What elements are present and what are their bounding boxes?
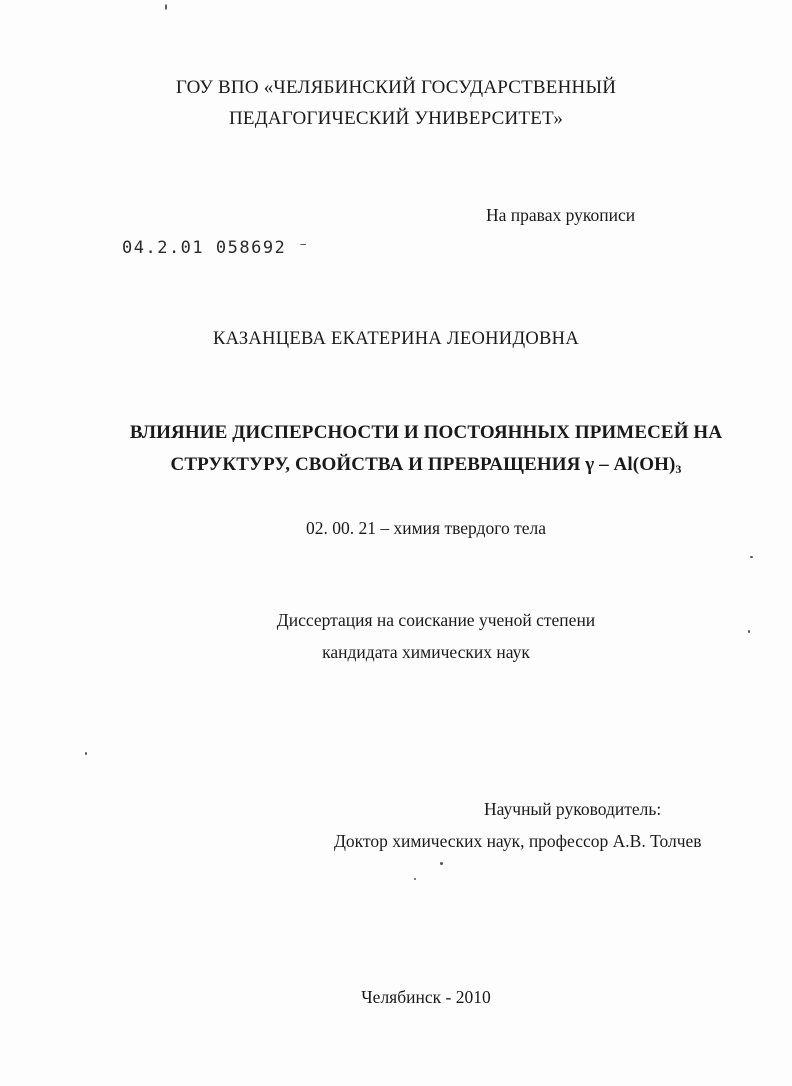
registration-stamp: 04.2.01 058692 ⁻ <box>122 238 310 258</box>
supervisor-label: Научный руководитель: <box>484 799 662 819</box>
supervisor-name: Доктор химических наук, профессор А.В. Толчев <box>334 831 702 851</box>
scan-speck <box>748 630 750 633</box>
degree-line-2: кандидата химических наук <box>322 642 530 662</box>
scan-speck <box>165 4 167 10</box>
dissertation-title-line-2-text: СТРУКТУРУ, СВОЙСТВА И ПРЕВРАЩЕНИЯ γ – Al(OH) <box>170 454 676 475</box>
scan-speck <box>750 556 753 558</box>
dissertation-title-subscript: 3 <box>675 462 682 476</box>
university-name-line-1: ГОУ ВПО «ЧЕЛЯБИНСКИЙ ГОСУДАРСТВЕННЫЙ <box>175 77 617 98</box>
scan-speck <box>85 752 87 755</box>
university-name-line-2: ПЕДАГОГИЧЕСКИЙ УНИВЕРСИТЕТ» <box>228 108 564 129</box>
author-name: КАЗАНЦЕВА ЕКАТЕРИНА ЛЕОНИДОВНА <box>213 329 579 349</box>
manuscript-rights-note: На правах рукописи <box>486 205 636 225</box>
degree-line-1: Диссертация на соискание ученой степени <box>276 610 596 630</box>
scan-speck <box>440 862 443 865</box>
dissertation-title-line-2 <box>30 454 792 477</box>
scan-speck <box>414 878 416 880</box>
dissertation-title-line-1: ВЛИЯНИЕ ДИСПЕРСНОСТИ И ПОСТОЯННЫХ ПРИМЕСЕЙ НА <box>129 422 723 443</box>
place-and-year: Челябинск - 2010 <box>361 987 491 1007</box>
specialty-code: 02. 00. 21 – химия твердого тела <box>305 518 546 538</box>
